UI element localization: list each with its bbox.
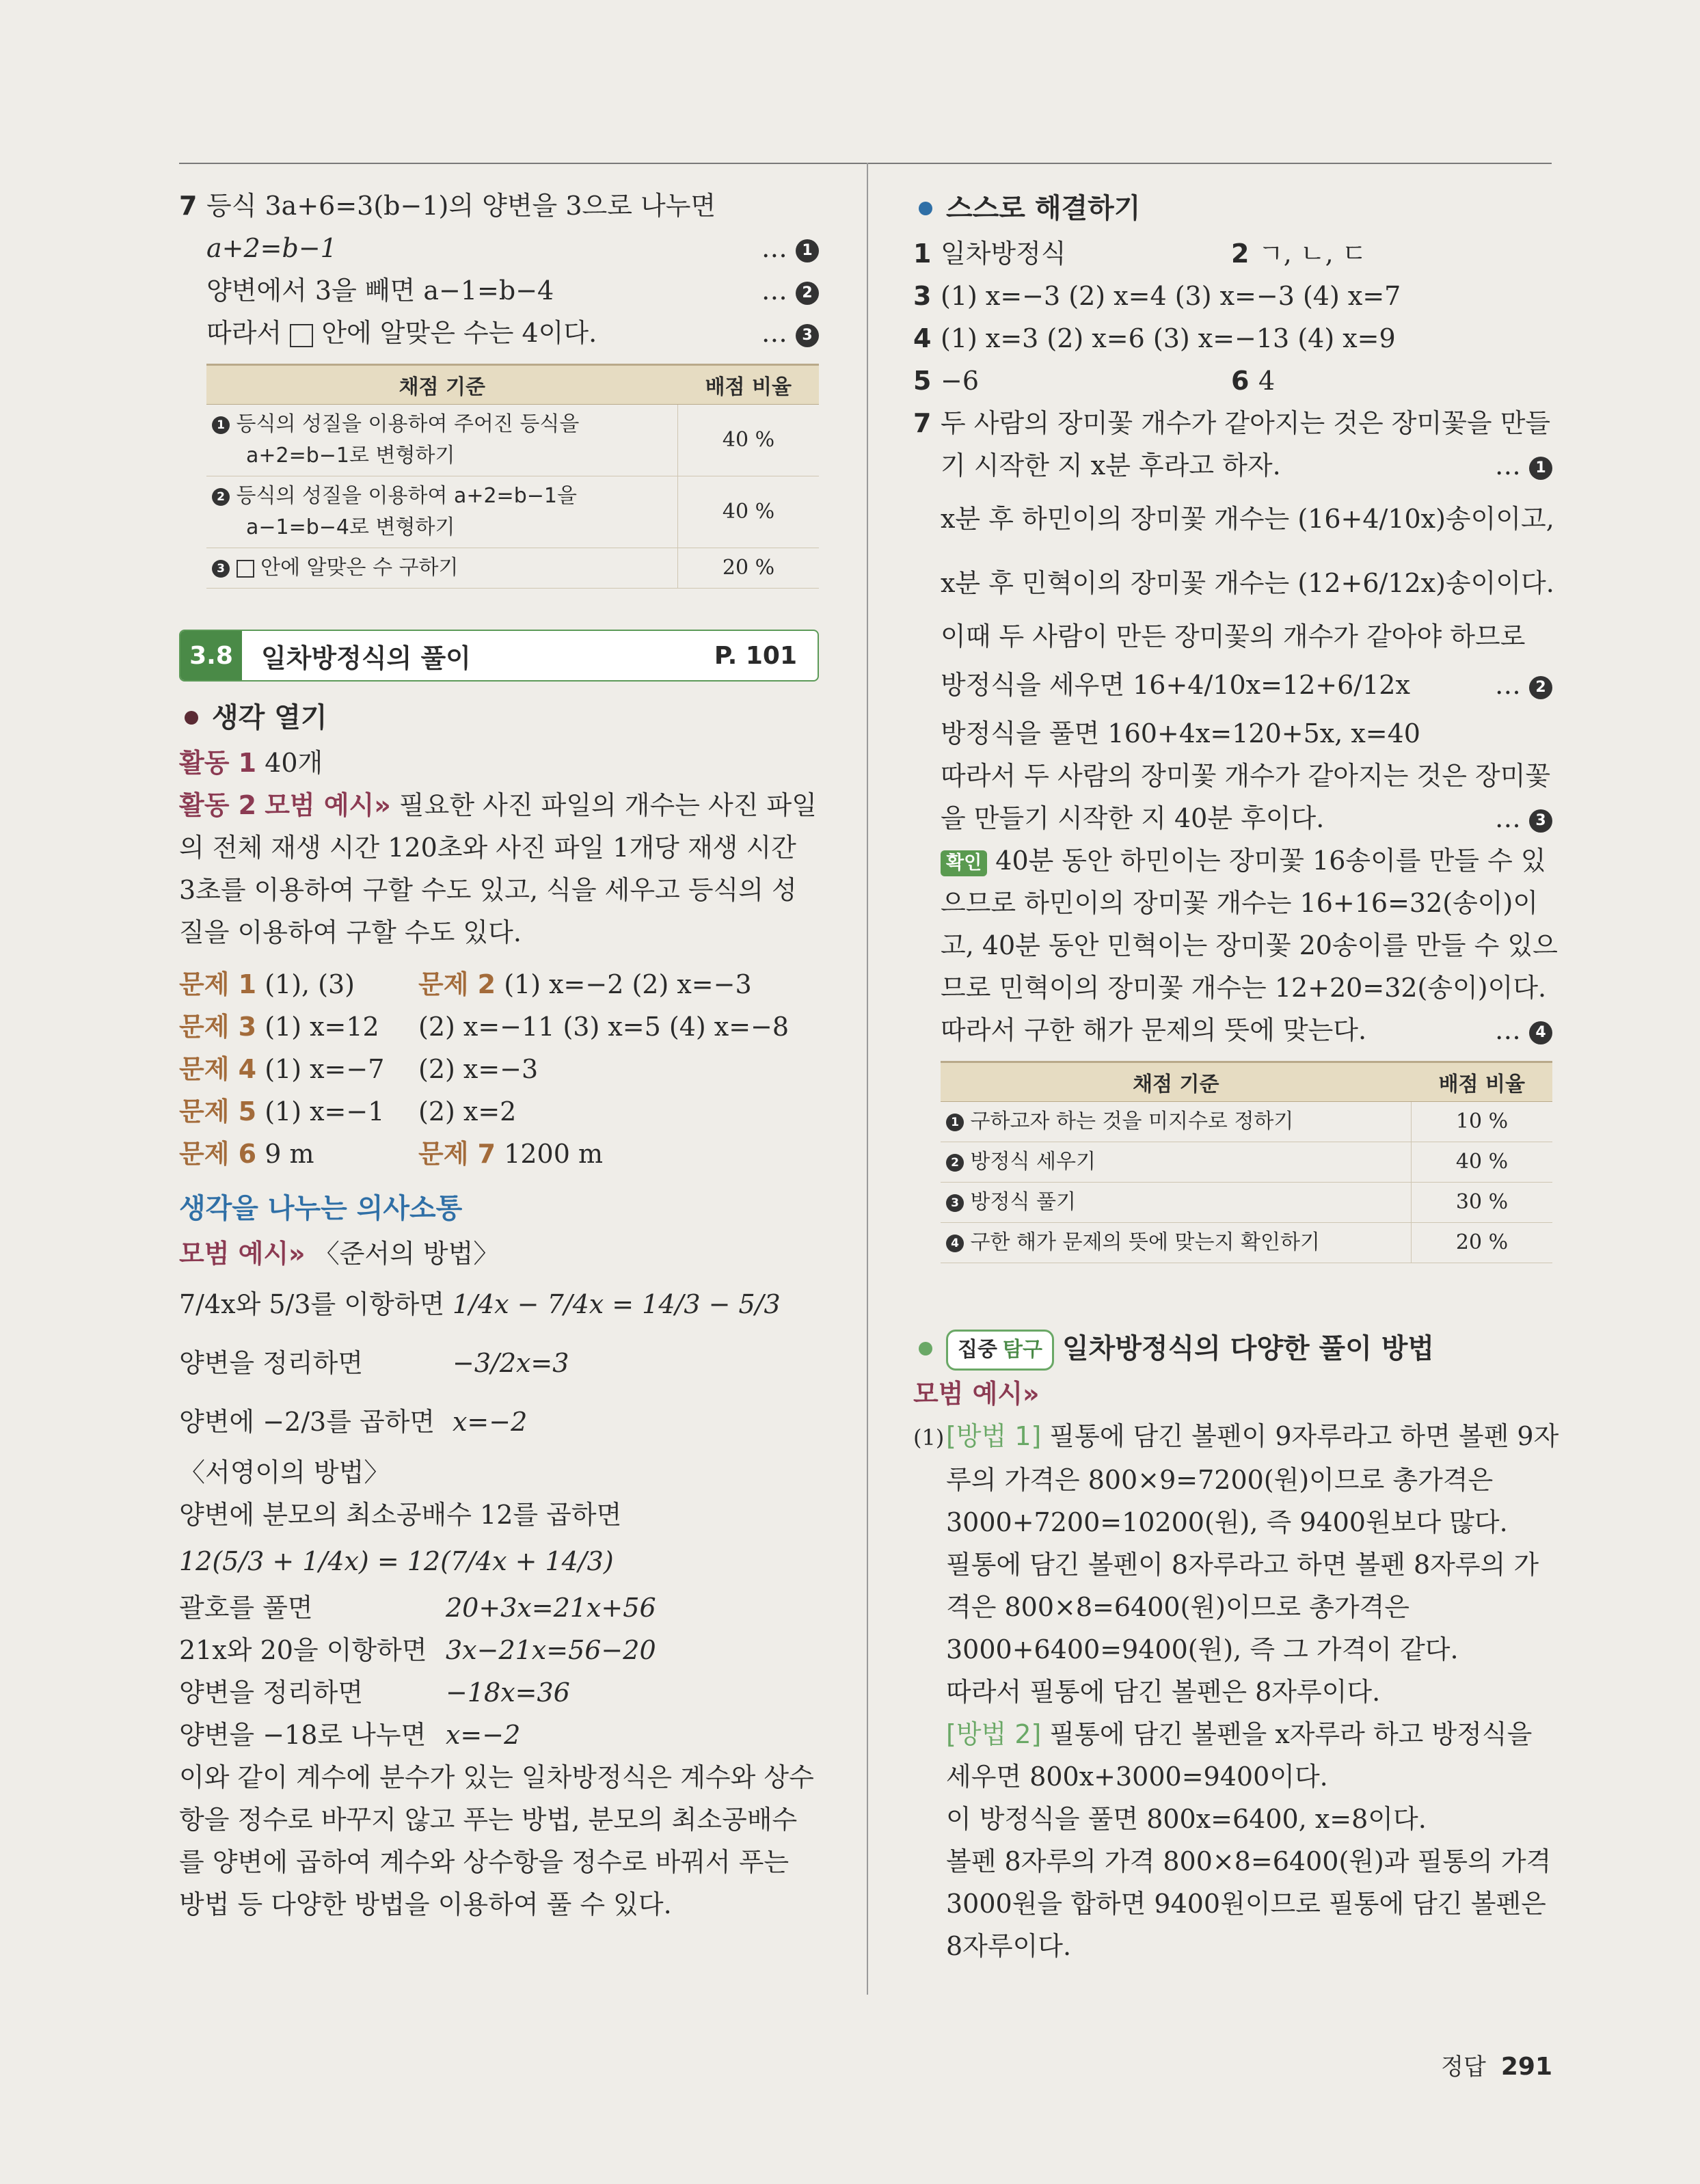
step-badge-2: 2 (796, 282, 819, 305)
list-item: 5 −6 6 4 (913, 366, 1276, 396)
activity-2: 활동 2 모범 예시» 필요한 사진 파일의 개수는 사진 파일 의 전체 재생 시간 120초와 사진 파일 1개당 재생 시간 3초를 이용하여 구할 수도 있고, 식을 세우고 등식의 성 질을 이용하여 구할 수도 있다. (179, 790, 817, 947)
table-row: 3 안에 알맞은 수 구하기 20 % (206, 548, 819, 589)
method-1-label: [방법 1] (946, 1421, 1042, 1451)
table-header: 채점 기준 (206, 365, 678, 405)
step-badge-2: 2 (1529, 676, 1552, 699)
footer-label: 정답 (1441, 2053, 1486, 2081)
problem-7-left: 7 등식 3a+6=3(b−1)의 양변을 3으로 나누면 a+2=b−1 … 1 양변에서 3을 빼면 a−1=b−4 … 2 따라서 안에 알맞은 수는 4이다. … 3 (179, 185, 819, 354)
column-divider (867, 163, 868, 1995)
section-number: 3.8 (180, 631, 242, 680)
list-item: 21x와 20을 이항하면 3x−21x=56−20 (179, 1635, 656, 1665)
list-item: 7/4x와 5/3를 이항하면 1/4x − 7/4x = 14/3 − 5/3 (179, 1289, 781, 1319)
text-line: a+2=b−1 (206, 233, 337, 263)
list-item: 문제 5 (1) x=−1 (2) x=2 (179, 1096, 517, 1127)
focus-explore-badge: 집중 탐구 (946, 1330, 1054, 1371)
communication-heading: 생각을 나누는 의사소통 (179, 1193, 463, 1224)
right-column: 스스로 해결하기 1 일차방정식 2 ㄱ, ㄴ, ㄷ 3 (1) x=−3 (2) x=4 (3) x=−3 (4) x=7 4 (1) x=3 (2) x=6 (3) x=−13 (4) x=9 5 −6 6 4 7 두 사람의 장미꽃 개수가 같아지는 것은 장미꽃을 만들 기 시작한 지 x분 후라고 하자. … 1 x분 후 하민이의 장미꽃 개수는 (16+4/10x)송이이고, x분 후 민혁이의 장미꽃 개수는 (12+6/12x)송이이다. 이때 두 사람이 만든 장미꽃의 개수가 같아야 하므로 방정식을 세우면 16+4/10x=12+6/12x … 2 방정식을 풀면 160+4x=120+5x, x=40 따라서 두 사람의 장미꽃 개수가 같아지는 것은 장미꽃 을 만들기 시작한 지 40분 후이다. … 3 확인 40분 동안 하민이는 장미꽃 16송이를 만들 수 있 으므로 하민이의 장미꽃 개수는 16+16=32(송이)이 고, 40분 동안 민혁이는 장미꽃 20송이를 만들 수 있으 므로 민혁이의 장미꽃 개수는 12+20=32(송이)이다. 따라서 구한 해가 문제의 뜻에 맞는다. … 4 채점 기준 배점 비율 1 구하고자 하는 것을 미지수로 정하기 10 % 2 방정식 세우기 40 % 3 방정식 풀기 30 % 4 구한 해가 문제의 뜻에 맞는지 확인하기 20 % 집중 탐구 일차방정식의 다양한 풀이 방법 모범 예시» (1)[방법 1] 필통에 담긴 볼펜이 9자루라고 하면 볼펜 9자 루의 가격은 800×9=7200(원)이므로 총가격은 3000+7200=10200(원), 즉 9400원보다 많다. 필통에 담긴 볼펜이 8자루라고 하면 볼펜 8자루의 가 격은 800×8=6400(원)이므로 총가격은 3000+6400=9400(원), 즉 그 가격이 같다. 따라서 필통에 담긴 볼펜은 8자루이다. [방법 2] 필통에 담긴 볼펜을 x자루라 하고 방정식을 세우면 800x+3000=9400이다. 이 방정식을 풀면 800x=6400, x=8이다. 볼펜 8자루의 가격 800×8=6400(원)과 필통의 가격 3000원을 합하면 9400원이므로 필통에 담긴 볼펜은 8자루이다. (913, 185, 1552, 1967)
table-row: 2 방정식 세우기 40 % (941, 1142, 1552, 1183)
text-line: 양변에서 3을 빼면 a−1=b−4 (206, 275, 554, 306)
step-badge-4: 4 (1529, 1021, 1552, 1044)
bullet-icon (185, 711, 198, 725)
problem-number: 7 (179, 191, 198, 221)
table-header: 배점 비율 (678, 365, 820, 405)
model-label: 모범 예시» (913, 1379, 1040, 1409)
text-line: 12(5/3 + 1/4x) = 12(7/4x + 14/3) (179, 1546, 614, 1576)
grading-table-left (206, 364, 819, 589)
problem-7-right: 7 두 사람의 장미꽃 개수가 같아지는 것은 장미꽃을 만들 기 시작한 지 x분 후라고 하자. … 1 x분 후 하민이의 장미꽃 개수는 (16+4/10x)송이이고, x분 후 민혁이의 장미꽃 개수는 (12+6/12x)송이이다. 이때 두 사람이 만든 장미꽃의 개수가 같아야 하므로 방정식을 세우면 16+4/10x=12+6/12x … 2 방정식을 풀면 160+4x=120+5x, x=40 따라서 두 사람의 장미꽃 개수가 같아지는 것은 장미꽃 을 만들기 시작한 지 40분 후이다. … 3 확인 40분 동안 하민이는 장미꽃 16송이를 만들 수 있 으므로 하민이의 장미꽃 개수는 16+16=32(송이)이 고, 40분 동안 민혁이는 장미꽃 20송이를 만들 수 있으 므로 민혁이의 장미꽃 개수는 12+20=32(송이)이다. 따라서 구한 해가 문제의 뜻에 맞는다. … 4 (913, 408, 1558, 1045)
list-item: 1 일차방정식 2 ㄱ, ㄴ, ㄷ (913, 239, 1367, 269)
table-row: 1 구하고자 하는 것을 미지수로 정하기 10 % (941, 1102, 1552, 1142)
bullet-icon (919, 1342, 932, 1356)
blank-box-icon (237, 560, 254, 578)
step-badge-3: 3 (796, 324, 819, 347)
blank-box-icon (290, 324, 313, 347)
confirm-badge: 확인 (941, 850, 987, 876)
page-footer (1441, 2048, 1552, 2081)
method-2-label: [방법 2] (946, 1719, 1042, 1749)
table-header: 채점 기준 (941, 1062, 1412, 1102)
list-item: 문제 6 9 m 문제 7 1200 m (179, 1139, 604, 1169)
top-rule-left (179, 163, 869, 164)
text-line: 〈서영이의 방법〉 (179, 1457, 390, 1487)
page-number: 291 (1500, 2053, 1552, 2081)
list-item: 양변을 −18로 나누면 x=−2 (179, 1720, 521, 1750)
grading-table-right (941, 1061, 1552, 1263)
top-rule-right (869, 163, 1552, 164)
table-row: 1 등식의 성질을 이용하여 주어진 등식을 a+2=b−1로 변형하기 40 % (206, 405, 819, 476)
list-item: 괄호를 풀면 20+3x=21x+56 (179, 1593, 656, 1623)
list-item: 3 (1) x=−3 (2) x=4 (3) x=−3 (4) x=7 (913, 281, 1401, 311)
section-page-ref: P. 101 (714, 641, 797, 670)
self-solve-heading: 스스로 해결하기 (913, 185, 1552, 232)
list-item: 문제 4 (1) x=−7 (2) x=−3 (179, 1054, 539, 1084)
left-column: 7 등식 3a+6=3(b−1)의 양변을 3으로 나누면 a+2=b−1 … 1 양변에서 3을 빼면 a−1=b−4 … 2 따라서 안에 알맞은 수는 4이다. … 3 채점 기준 배점 비율 1 등식의 성질을 이용하여 주어진 등식을 a+2=b−1로 변형하기 40 % 2 등식의 성질을 이용하여 a+2=b−1을 a−1=b−4로 변형하기 40 % 3 안에 알맞은 수 구하기 20 % 3.8 일차방정식의 풀이 P. 101 생각 열기 활동 1 40개 활동 2 모범 예시» 필요한 사진 파일의 개수는 사진 파일 의 전체 재생 시간 120초와 사진 파일 1개당 재생 시간 3초를 이용하여 구할 수도 있고, 식을 세우고 등식의 성 질을 이용하여 구할 수도 있다. 문제 1 (1), (3) 문제 2 (1) x=−2 (2) x=−3 문제 3 (1) x=12 (2) x=−11 (3) x=5 (4) x=−8 문제 4 (1) x=−7 (2) x=−3 문제 5 (1) x=−1 (2) x=2 문제 6 9 m 문제 7 1200 m 생각을 나누는 의사소통 모범 예시» 〈준서의 방법〉 7/4x와 5/3를 이항하면 1/4x − 7/4x = 14/3 − 5/3 양변을 정리하면 −3/2x=3 양변에 −2/3를 곱하면 x=−2 〈서영이의 방법〉 양변에 분모의 최소공배수 12를 곱하면 12(5/3 + 1/4x) = 12(7/4x + 14/3) 괄호를 풀면 20+3x=21x+56 21x와 20을 이항하면 3x−21x=56−20 양변을 정리하면 −18x=36 양변을 −18로 나누면 x=−2 이와 같이 계수에 분수가 있는 일차방정식은 계수와 상수 항을 정수로 바꾸지 않고 푸는 방법, 분모의 최소공배수 를 양변에 곱하여 계수와 상수항을 정수로 바꿔서 푸는 방법 등 다양한 방법을 이용하여 풀 수 있다. (179, 185, 819, 1926)
section-title: 일차방정식의 풀이 (261, 643, 471, 673)
focus-explore-heading: 집중 탐구 일차방정식의 다양한 풀이 방법 (913, 1325, 1552, 1373)
text-line: 등식 3a+6=3(b−1)의 양변을 3으로 나누면 (206, 191, 716, 221)
section-header (179, 630, 819, 682)
open-thinking-heading: 생각 열기 (179, 694, 819, 742)
bullet-icon (919, 202, 932, 215)
conclusion: 이와 같이 계수에 분수가 있는 일차방정식은 계수와 상수 항을 정수로 바꾸지 않고 푸는 방법, 분모의 최소공배수 를 양변에 곱하여 계수와 상수항을 정수로 바꿔서 푸는 방법 등 다양한 방법을 이용하여 풀 수 있다. (179, 1762, 814, 1919)
table-row: 4 구한 해가 문제의 뜻에 맞는지 확인하기 20 % (941, 1223, 1552, 1263)
list-item: 4 (1) x=3 (2) x=6 (3) x=−13 (4) x=9 (913, 323, 1396, 353)
list-item: 양변에 −2/3를 곱하면 x=−2 (179, 1407, 528, 1437)
text-line: 양변에 분모의 최소공배수 12를 곱하면 (179, 1500, 622, 1530)
list-item: 문제 3 (1) x=12 (2) x=−11 (3) x=5 (4) x=−8 (179, 1012, 790, 1042)
problem-answers (179, 963, 819, 1175)
table-row: 2 등식의 성질을 이용하여 a+2=b−1을 a−1=b−4로 변형하기 40 % (206, 476, 819, 548)
list-item: 양변을 정리하면 −18x=36 (179, 1677, 570, 1708)
table-row: 3 방정식 풀기 30 % (941, 1183, 1552, 1223)
step-badge-3: 3 (1529, 809, 1552, 833)
table-header: 배점 비율 (1412, 1062, 1553, 1102)
list-item: 양변을 정리하면 −3/2x=3 (179, 1348, 569, 1378)
step-badge-1: 1 (1529, 457, 1552, 480)
list-item: 문제 1 (1), (3) 문제 2 (1) x=−2 (2) x=−3 (179, 969, 752, 999)
step-badge-1: 1 (796, 239, 819, 262)
activity-label: 활동 1 (179, 748, 257, 778)
